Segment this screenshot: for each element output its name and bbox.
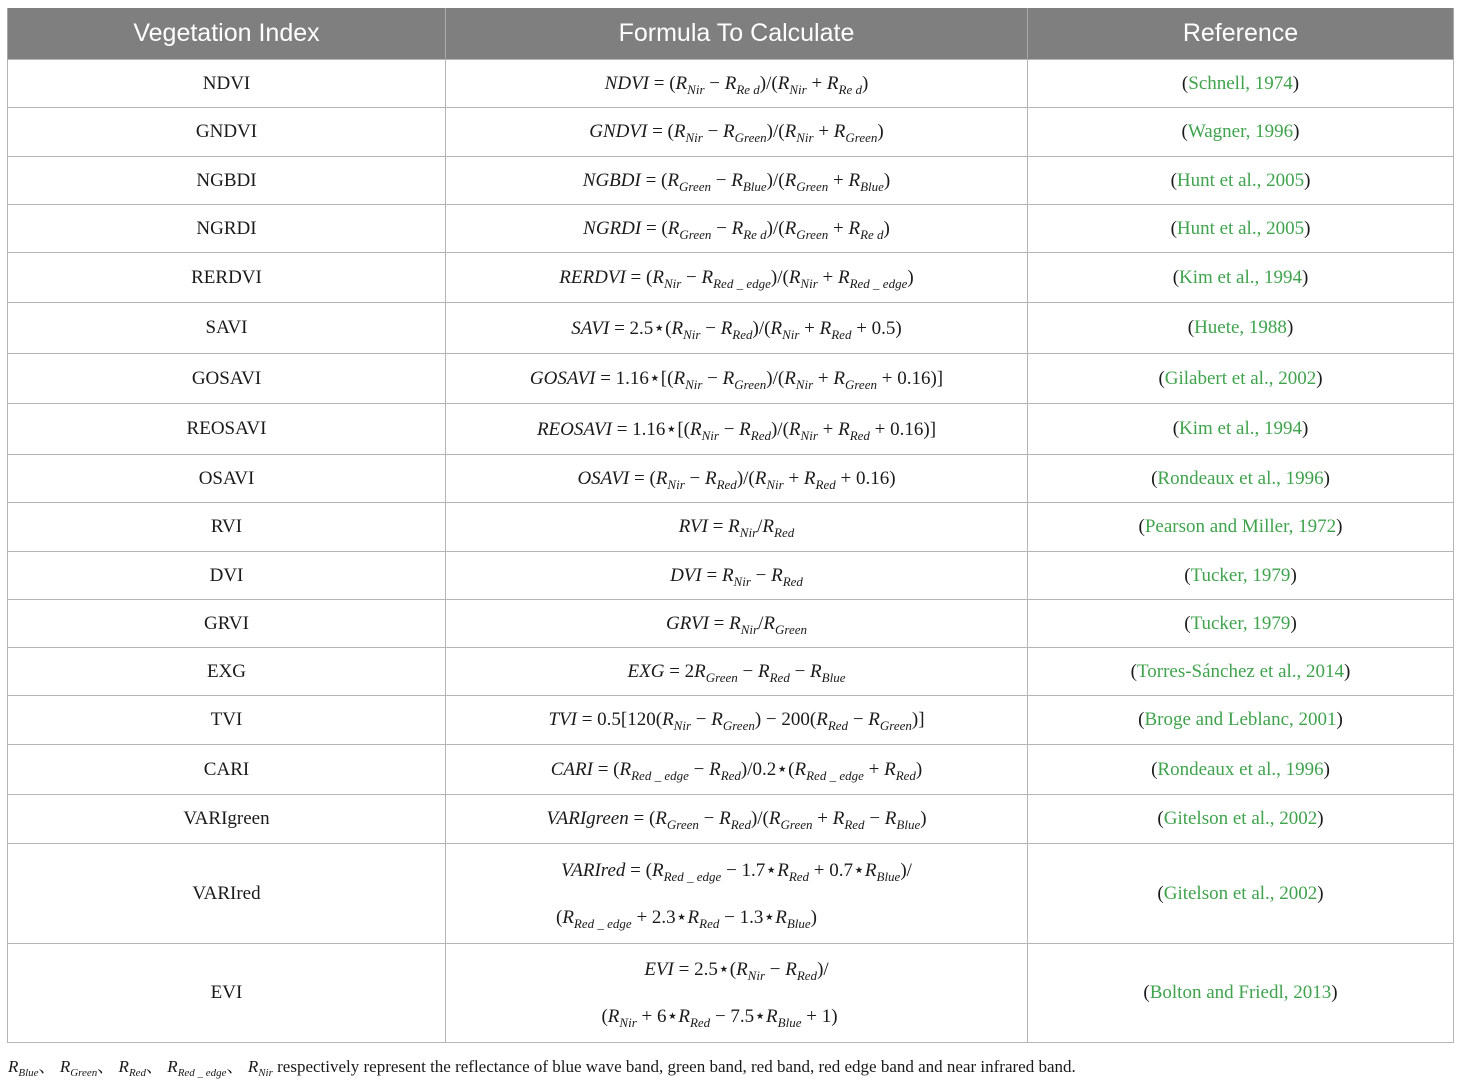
index-cell: VARIred <box>8 844 446 944</box>
table-row <box>8 944 1454 1043</box>
vegetation-index-table <box>7 8 1454 1043</box>
index-cell: EXG <box>8 648 446 696</box>
footnote-text: respectively represent the reflectance of blue wave band, green band, red band, red edge band and near infrared band. <box>272 1057 1076 1076</box>
reference-link[interactable]: Broge and Leblanc, 2001 <box>1144 709 1337 730</box>
formula-cell: RERDVI = $(R_{Nir} - R_{Red \_ edge})/(R_{Nir} + R_{Red \_ edge})$ <box>446 253 1028 303</box>
formula-cell: DVI = $R_{Nir} - R_{Red}$ <box>446 552 1028 600</box>
reference-cell[interactable]: (Hunt et al., 2005) <box>1028 157 1454 205</box>
table-row <box>8 60 1454 108</box>
reference-link[interactable]: Schnell, 1974 <box>1188 72 1293 94</box>
header-row <box>8 8 1454 60</box>
reference-cell[interactable]: (Wagner, 1996) <box>1028 108 1454 157</box>
table-row <box>8 303 1454 354</box>
reference-link[interactable]: Bolton and Friedl, 2013 <box>1149 982 1332 1003</box>
reference-link[interactable]: Torres-Sánchez et al., 2014 <box>1136 660 1345 682</box>
header-vegetation-index: Vegetation Index <box>8 8 446 60</box>
table-row <box>8 552 1454 600</box>
table-row <box>8 455 1454 503</box>
index-cell: SAVI <box>8 303 446 354</box>
reference-cell[interactable]: (Pearson and Miller, 1972) <box>1028 503 1454 552</box>
index-cell: EVI <box>8 944 446 1043</box>
formula-cell: GOSAVI = $1.16⋆[(R_{Nir} - R_{Green})/(R_{Nir} + R_{Green} + 0.16)]$ <box>446 354 1028 404</box>
formula-cell: GRVI = $R_{Nir}/R_{Green}$ <box>446 600 1028 648</box>
reference-cell[interactable]: (Bolton and Friedl, 2013) <box>1028 944 1454 1043</box>
formula-cell: NGRDI = $(R_{Green} - R_{Re d})/(R_{Green} + R_{Re d})$ <box>446 205 1028 253</box>
index-cell: VARIgreen <box>8 795 446 844</box>
formula-cell: NGBDI = $(R_{Green} - R_{Blue})/(R_{Green} + R_{Blue})$ <box>446 157 1028 205</box>
index-cell: REOSAVI <box>8 404 446 455</box>
reference-link[interactable]: Wagner, 1996 <box>1187 121 1294 142</box>
reference-link[interactable]: Rondeaux et al., 1996 <box>1157 758 1324 780</box>
formula-cell: SAVI = $2.5⋆(R_{Nir} - R_{Red})/(R_{Nir} + R_{Red} + 0.5)$ <box>446 303 1028 354</box>
reference-cell[interactable]: (Gitelson et al., 2002) <box>1028 795 1454 844</box>
formula-cell: TVI = $0.5[120(R_{Nir} - R_{Green}) - 200(R_{Red} - R_{Green})]$ <box>446 696 1028 745</box>
table-row <box>8 795 1454 844</box>
reference-link[interactable]: Gitelson et al., 2002 <box>1163 808 1318 829</box>
reference-link[interactable]: Hunt et al., 2005 <box>1176 217 1305 239</box>
index-cell: GNDVI <box>8 108 446 157</box>
index-cell: NGRDI <box>8 205 446 253</box>
table-row <box>8 745 1454 795</box>
index-cell: GOSAVI <box>8 354 446 404</box>
table-row <box>8 108 1454 157</box>
reference-link[interactable]: Rondeaux et al., 1996 <box>1157 467 1324 489</box>
reference-cell[interactable]: (Schnell, 1974) <box>1028 60 1454 108</box>
index-cell: CARI <box>8 745 446 795</box>
index-cell: NGBDI <box>8 157 446 205</box>
table-row <box>8 844 1454 944</box>
reference-cell[interactable]: (Rondeaux et al., 1996) <box>1028 455 1454 503</box>
index-cell: NDVI <box>8 60 446 108</box>
reference-cell[interactable]: (Gitelson et al., 2002) <box>1028 844 1454 944</box>
index-cell: DVI <box>8 552 446 600</box>
index-cell: OSAVI <box>8 455 446 503</box>
table-row <box>8 354 1454 404</box>
formula-cell: GNDVI = $(R_{Nir} - R_{Green})/(R_{Nir} + R_{Green})$ <box>446 108 1028 157</box>
reference-cell[interactable]: (Broge and Leblanc, 2001) <box>1028 696 1454 745</box>
reference-cell[interactable]: (Gilabert et al., 2002) <box>1028 354 1454 404</box>
index-cell: TVI <box>8 696 446 745</box>
index-cell: RERDVI <box>8 253 446 303</box>
reference-cell[interactable]: (Torres-Sánchez et al., 2014) <box>1028 648 1454 696</box>
table-row <box>8 157 1454 205</box>
reference-link[interactable]: Kim et al., 1994 <box>1179 266 1302 288</box>
index-cell: RVI <box>8 503 446 552</box>
table-row <box>8 404 1454 455</box>
reference-cell[interactable]: (Rondeaux et al., 1996) <box>1028 745 1454 795</box>
reference-link[interactable]: Huete, 1988 <box>1194 317 1287 338</box>
table-row <box>8 253 1454 303</box>
formula-cell: VARIred = ($R_{Red \_ edge}$ − $1.7⋆R_{Red}$ + $0.7⋆R_{Blue})/$ ($R_{Red \_ edge}$ + $2.3⋆R_{Red}$ − $1.3⋆R_{Blue}$) <box>446 844 1028 944</box>
formula-cell: CARI = ($R_{Red \_ edge}$ − $R_{Red})/0.2⋆(R_{Red \_ edge} + R_{Red})$ <box>446 745 1028 795</box>
formula-cell: NDVI = $(R_{Nir} - R_{Re d})/(R_{Nir} + R_{Re d})$ <box>446 60 1028 108</box>
table-row <box>8 696 1454 745</box>
formula-cell: RVI = $R_{Nir}/R_{Red}$ <box>446 503 1028 552</box>
table-container <box>7 8 1453 1043</box>
header-reference: Reference <box>1028 8 1454 60</box>
reference-link[interactable]: Gitelson et al., 2002 <box>1163 882 1318 904</box>
reference-cell[interactable]: (Hunt et al., 2005) <box>1028 205 1454 253</box>
table-row <box>8 648 1454 696</box>
table-row <box>8 503 1454 552</box>
reference-link[interactable]: Tucker, 1979 <box>1190 564 1291 586</box>
formula-cell: OSAVI = $(R_{Nir} - R_{Red})/(R_{Nir} + R_{Red} + 0.16)$ <box>446 455 1028 503</box>
formula-cell: EXG = $2R_{Green} - R_{Red} - R_{Blue}$ <box>446 648 1028 696</box>
reference-cell[interactable]: (Kim et al., 1994) <box>1028 253 1454 303</box>
reference-link[interactable]: Kim et al., 1994 <box>1179 418 1302 439</box>
table-row <box>8 600 1454 648</box>
reference-link[interactable]: Hunt et al., 2005 <box>1176 169 1305 191</box>
formula-cell: REOSAVI = $1.16⋆[(R_{Nir} - R_{Red})/(R_{Nir} + R_{Red} + 0.16)]$ <box>446 404 1028 455</box>
reference-cell[interactable]: (Kim et al., 1994) <box>1028 404 1454 455</box>
table-footnote: $R_{Blue}$、 $R_{Green}$、 $R_{Red}$、 $R_{Red \_ edge}$、 $R_{Nir}$ respectively represent the reflectance of blue wave band, green band, red band, red edge band and near infrared band. <box>8 1057 1076 1079</box>
table-row <box>8 205 1454 253</box>
reference-link[interactable]: Gilabert et al., 2002 <box>1164 367 1317 389</box>
formula-cell: VARIgreen = $(R_{Green} - R_{Red})/(R_{Green} + R_{Red} - R_{Blue})$ <box>446 795 1028 844</box>
formula-cell: EVI = $2.5⋆(R_{Nir} - R_{Red})/$ ($R_{Nir}$ + $6⋆R_{Red}$ − $7.5⋆R_{Blue} + 1$) <box>446 944 1028 1043</box>
index-cell: GRVI <box>8 600 446 648</box>
reference-cell[interactable]: (Huete, 1988) <box>1028 303 1454 354</box>
header-formula: Formula To Calculate <box>446 8 1028 60</box>
reference-link[interactable]: Pearson and Miller, 1972 <box>1144 516 1337 537</box>
reference-cell[interactable]: (Tucker, 1979) <box>1028 552 1454 600</box>
reference-cell[interactable]: (Tucker, 1979) <box>1028 600 1454 648</box>
reference-link[interactable]: Tucker, 1979 <box>1190 612 1291 634</box>
